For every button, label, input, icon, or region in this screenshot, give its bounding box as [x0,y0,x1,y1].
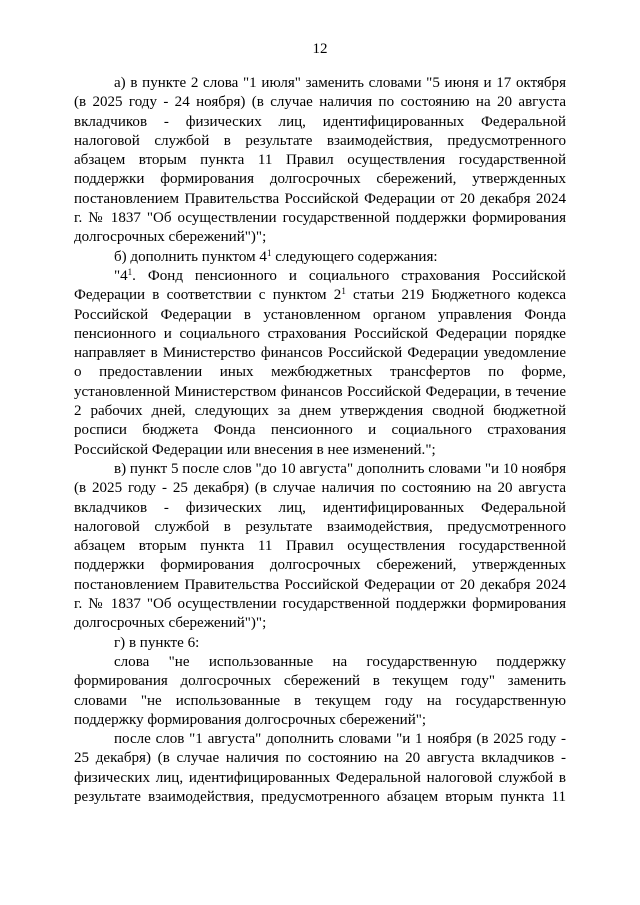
paragraph-g-after: после слов "1 августа" дополнить словами "и 1 ноября (в 2025 году - 25 декабря) (в случае наличия по состоянию на 20 августа вкладчиков - физических лиц, идентифицированных Федеральной налоговой службой в результате взаимодействия, предусмотренного абзацем вторым пункта 11 [74,731,566,805]
quote-text-end: статьи 219 Бюджетного кодекса Российской Федерации в установленном органом управления Фонда пенсионного и социального страхования Российской Федерации порядке направляет в Министерство финансов Российской Федерации уведомление о предоставлении иных межбюджетных трансфертов по форме, установленной Министерством финансов Российской Федерации, в течение 2 рабочих дней, следующих за днем утверждения сводной бюджетной росписи бюджета Фонда пенсионного и социального страхования Российской Федерации или внесения в нее изменений."; [74,287,566,458]
paragraph-g-words: слова "не использованные на государственную поддержку формирования долгосрочных сбережений в текущем году" заменить словами "не использованные в текущем году на государственную поддержку формирования долгосрочных сбережений"; [74,653,566,728]
quote-text: . Фонд пенсионного и социального страхования Российской Федерации в соответствии с пунктом 2 [74,267,566,304]
document-body [74,74,566,807]
paragraph-b-quote [74,267,566,460]
paragraph-b-text: б) дополнить пунктом 4 [114,248,267,265]
paragraph-g: г) в пункте 6: [114,634,200,651]
superscript: 1 [266,247,272,258]
paragraph-b-text-end: следующего содержания: [271,248,438,265]
page-number: 12 [312,41,328,57]
quote-number: "4 [114,267,128,284]
paragraph-a: а) в пункте 2 слова "1 июля" заменить словами "5 июня и 17 октября (в 2025 году - 24 ноября) (в случае наличия по состоянию на 20 августа вкладчиков - физических лиц, идентифицированных Федеральной налоговой службой в результате взаимодействия, предусмотренного абзацем вторым пункта 11 Правил осуществления государственной поддержки формирования долгосрочных сбережений, утвержденных постановлением Правительства Российской Федерации от 20 декабря 2024 г. № 1837 "Об осуществлении государственной поддержки формирования долгосрочных сбережений")"; [74,75,566,246]
superscript: 1 [341,286,346,297]
paragraph-b [74,248,566,267]
superscript: 1 [127,267,133,278]
paragraph-v: в) пункт 5 после слов "до 10 августа" дополнить словами "и 10 ноября (в 2025 году - 25 декабря) (в случае наличия по состоянию на 20 августа вкладчиков - физических лиц, идентифицированных Федеральной налоговой службой в результате взаимодействия, предусмотренного абзацем вторым пункта 11 Правил осуществления государственной поддержки формирования долгосрочных сбережений, утвержденных постановлением Правительства Российской Федерации от 20 декабря 2024 г. № 1837 "Об осуществлении государственной поддержки формирования долгосрочных сбережений")"; [74,460,566,632]
